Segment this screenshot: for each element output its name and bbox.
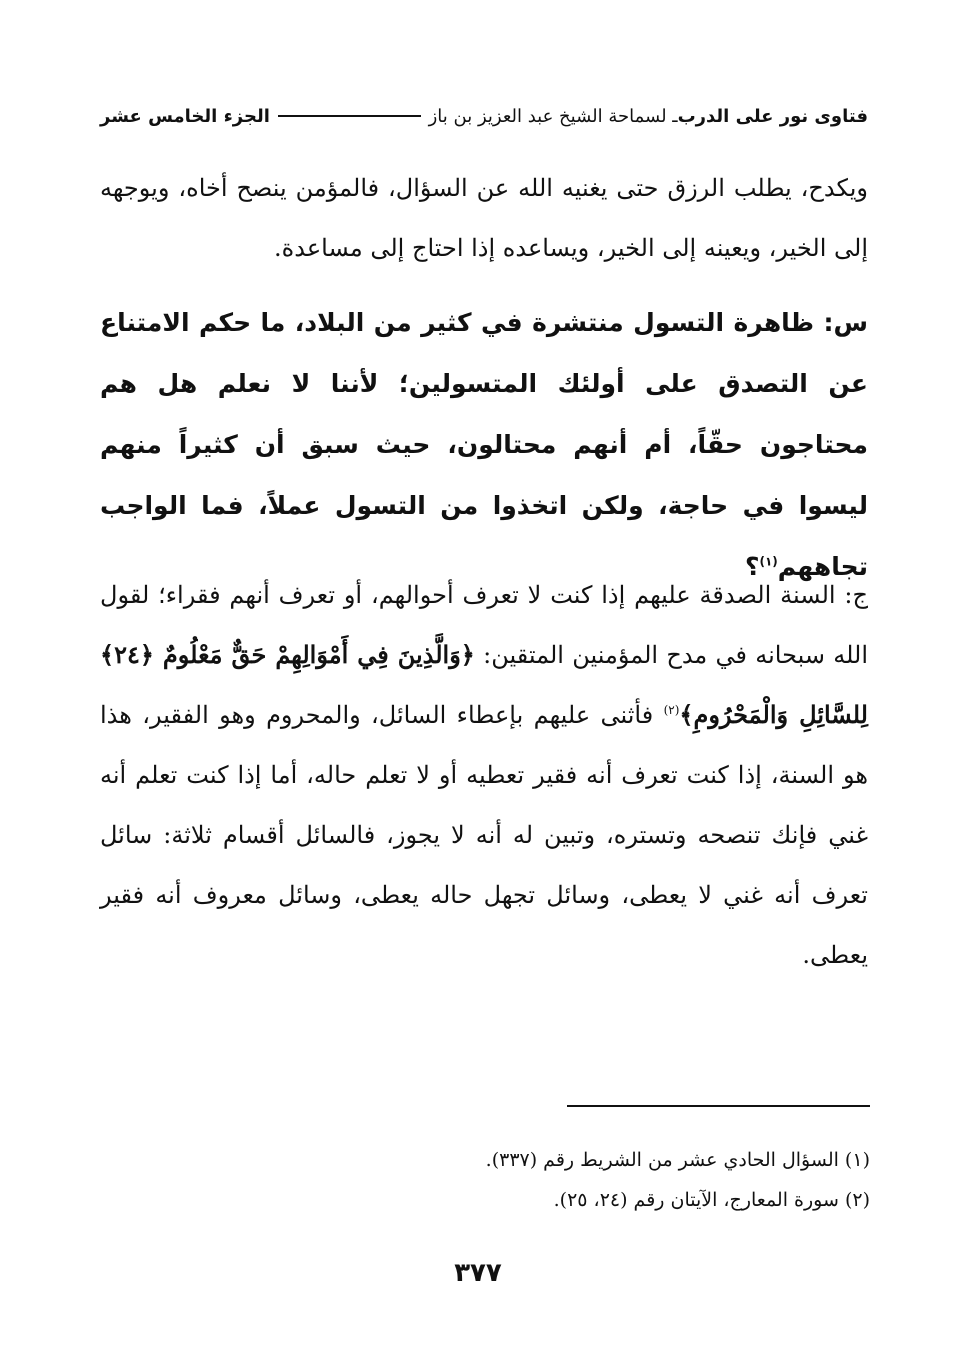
footnote-2: (٢) سورة المعارج، الآيتان رقم (٢٤، ٢٥). xyxy=(553,1189,870,1211)
footnote-1: (١) السؤال الحادي عشر من الشريط رقم (٣٣٧). xyxy=(485,1149,870,1171)
question-text: س: ظاهرة التسول منتشرة في كثير من البلاد، ما حكم الامتناع عن التصدق على أولئك المتسولين؛ لأننا لا نعلم هل هم محتاجون حقّاً، أم أنهم محتالون، حيث سبق أن كثيراً منهم ليسوا في حاجة، ولكن اتخذوا من التسول عملاً، فما الواجب تجاههم xyxy=(100,308,868,581)
footnote-ref-1: (١) xyxy=(759,554,778,569)
question-block xyxy=(100,292,868,597)
answer-paragraph xyxy=(100,565,868,985)
answer-block xyxy=(100,565,868,985)
question-paragraph xyxy=(100,292,868,597)
running-header xyxy=(100,98,868,134)
author-line: ـ لسماحة الشيخ عبد العزيز بن باز xyxy=(428,105,678,127)
volume-label: الجزء الخامس عشر xyxy=(100,105,270,127)
intro-text: ويكدح، يطلب الرزق حتى يغنيه الله عن السؤال، فالمؤمن ينصح أخاه، ويوجهه إلى الخير، ويعينه إلى الخير، ويساعده إذا احتاج إلى مساعدة. xyxy=(100,174,868,262)
answer-text-1: ج: السنة الصدقة عليهم إذا كنت لا تعرف أحوالهم، أو تعرف أنهم فقراء؛ لقول الله سبحانه في مدح المؤمنين المتقين: xyxy=(100,581,868,669)
quran-verse: ﴿وَالَّذِينَ فِي أَمْوَالِهِمْ حَقٌّ مَعْلُومٌ ﴿٢٤﴾ لِلسَّائِلِ وَالْمَحْرُومِ﴾ xyxy=(100,640,868,729)
book-title: فتاوى نور على الدرب xyxy=(677,105,868,127)
footnote-ref-2: (٢) xyxy=(663,703,680,717)
intro-paragraph xyxy=(100,158,868,278)
answer-text-2: فأثنى عليهم بإعطاء السائل، والمحروم وهو الفقير، هذا هو السنة، إذا كنت تعرف أنه فقير تعطيه أو لا تعلم حاله، أما إذا كنت تعلم أنه غني فإنك تنصحه وتستره، وتبين له أنه لا يجوز، فالسائل أقسام ثلاثة: سائل تعرف أنه غني لا يعطى، وسائل تجهل حاله يعطى، وسائل معروف أنه فقير يعطى. xyxy=(100,701,868,969)
question-end: ؟ xyxy=(744,552,760,581)
header-rule xyxy=(278,115,421,117)
page-number: ٣٧٧ xyxy=(454,1258,502,1288)
footnotes xyxy=(100,1140,870,1220)
footnote-separator xyxy=(567,1105,870,1107)
